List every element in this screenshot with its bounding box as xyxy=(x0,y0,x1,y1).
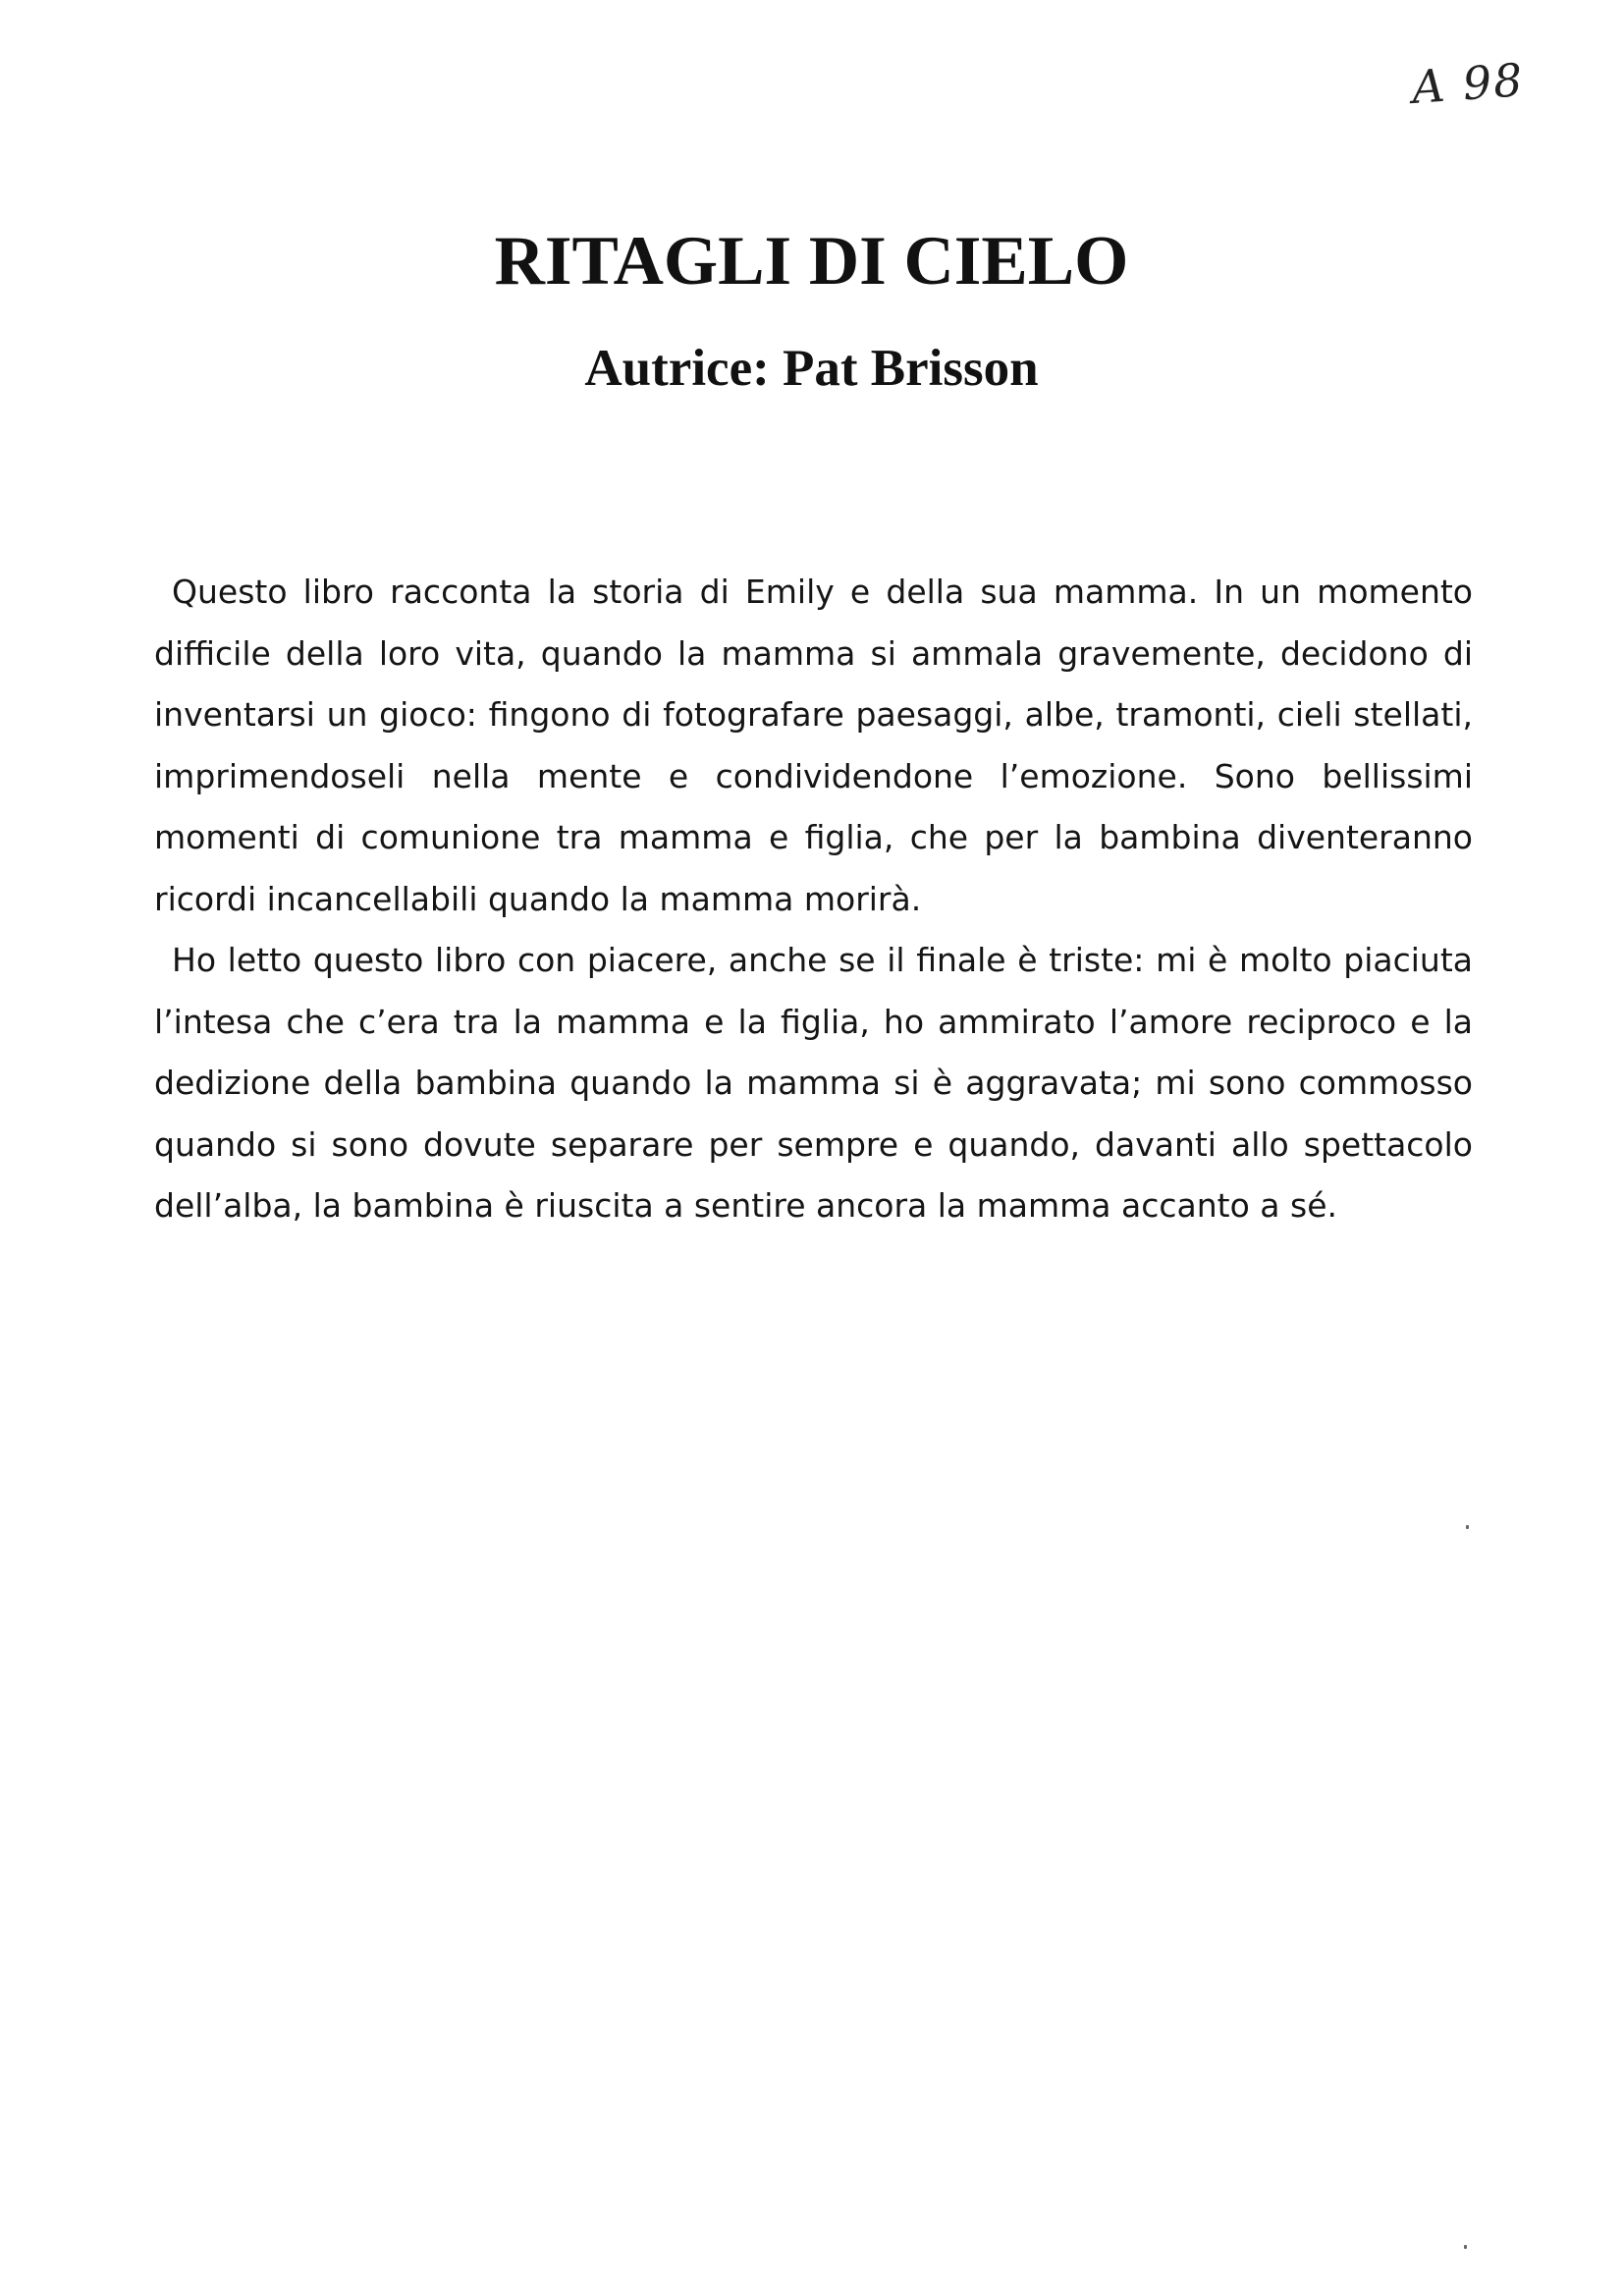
document-title: RITAGLI DI CIELO xyxy=(494,223,1129,300)
body-paragraph-2: Ho letto questo libro con piacere, anche se il finale è triste: mi è molto piaciuta l’intesa che c’era tra la mamma e la figlia, ho ammirato l’amore reciproco e la dedizione della bambina quando la mamma si è aggravata; mi sono commosso quando si sono dovute separare per sempre e quando, davanti allo spettacolo dell’alba, la bambina è riuscita a sentire ancora la mamma accanto a sé. xyxy=(154,941,1473,1225)
scan-speck xyxy=(1466,1525,1469,1529)
document-body xyxy=(154,562,1473,1237)
handwritten-page-number: A 98 xyxy=(1410,53,1527,114)
body-paragraph-1: Questo libro racconta la storia di Emily e della sua mamma. In un momento difficile della loro vita, quando la mamma si ammala gravemente, decidono di inventarsi un gioco: fingono di fotografare paesaggi, albe, tramonti, cieli stellati, imprimendoseli nella mente e condividendone l’emozione. Sono bellissimi momenti di comunione tra mamma e figlia, che per la bambina diventeranno ricordi incancellabili quando la mamma morirà. xyxy=(154,573,1473,918)
document-subtitle: Autrice: Pat Brisson xyxy=(584,340,1039,397)
scan-speck xyxy=(1464,2245,1467,2249)
